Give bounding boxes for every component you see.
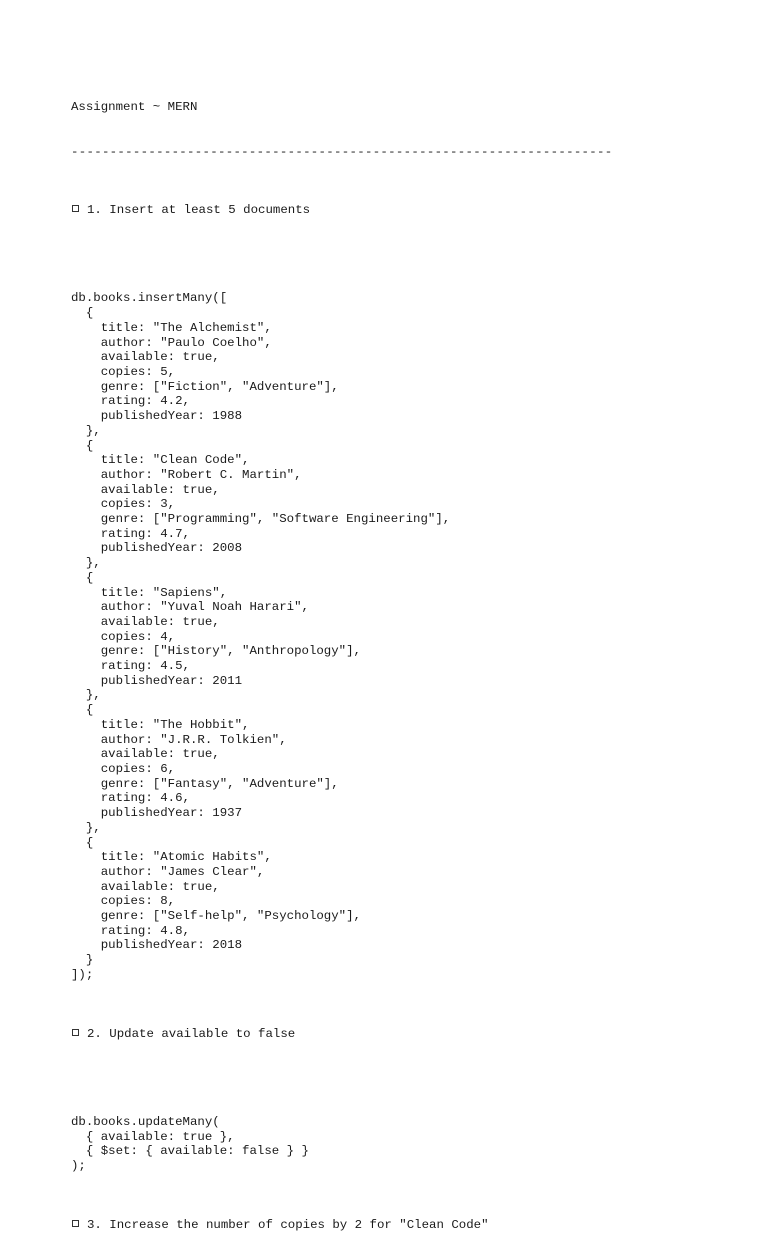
checkbox-bullet-icon [72, 1220, 79, 1227]
section-heading-2-text: 2. Update available to false [87, 1026, 296, 1041]
section-heading-2 [71, 1027, 731, 1042]
code-block-update-many: db.books.updateMany( { available: true }, { $set: { available: false } } ); [71, 1114, 309, 1173]
document-page [71, 71, 731, 1247]
section-heading-1 [71, 203, 731, 218]
code-block-insert-many: db.books.insertMany([ { title: "The Alchemist", author: "Paulo Coelho", available: true, copies: 5, genre: ["Fiction", "Adventure"], rating: 4.2, publishedYear: 1988 }, { title: "Clean Code", author: "Robert C. Martin", available: true, copies: 3, genre: ["Programming", "Software Engineering"], rating: 4.7, publishedYear: 2008 }, { title: "Sapiens", author: "Yuval Noah Harari", available: true, copies: 4, genre: ["History", "Anthropology"], rating: 4.5, publishedYear: 2011 }, { title: "The Hobbit", author: "J.R.R. Tolkien", available: true, copies: 6, genre: ["Fantasy", "Adventure"], rating: 4.6, publishedYear: 1937 }, { title: "Atomic Habits", author: "James Clear", available: true, copies: 8, genre: ["Self-help", "Psychology"], rating: 4.8, publishedYear: 2018 } ]); [71, 291, 451, 982]
blank-line [71, 1071, 731, 1086]
checkbox-bullet-icon [72, 205, 79, 212]
blank-line [71, 247, 731, 262]
divider-rule: ---------------------------------------------------------------------- [71, 144, 613, 159]
section-heading-3 [71, 1218, 731, 1233]
section-heading-1-text: 1. Insert at least 5 documents [87, 203, 311, 218]
section-heading-3-text: 3. Increase the number of copies by 2 for "Clean Code" [87, 1217, 489, 1232]
document-title: Assignment ~ MERN [71, 100, 198, 115]
checkbox-bullet-icon [72, 1029, 79, 1036]
